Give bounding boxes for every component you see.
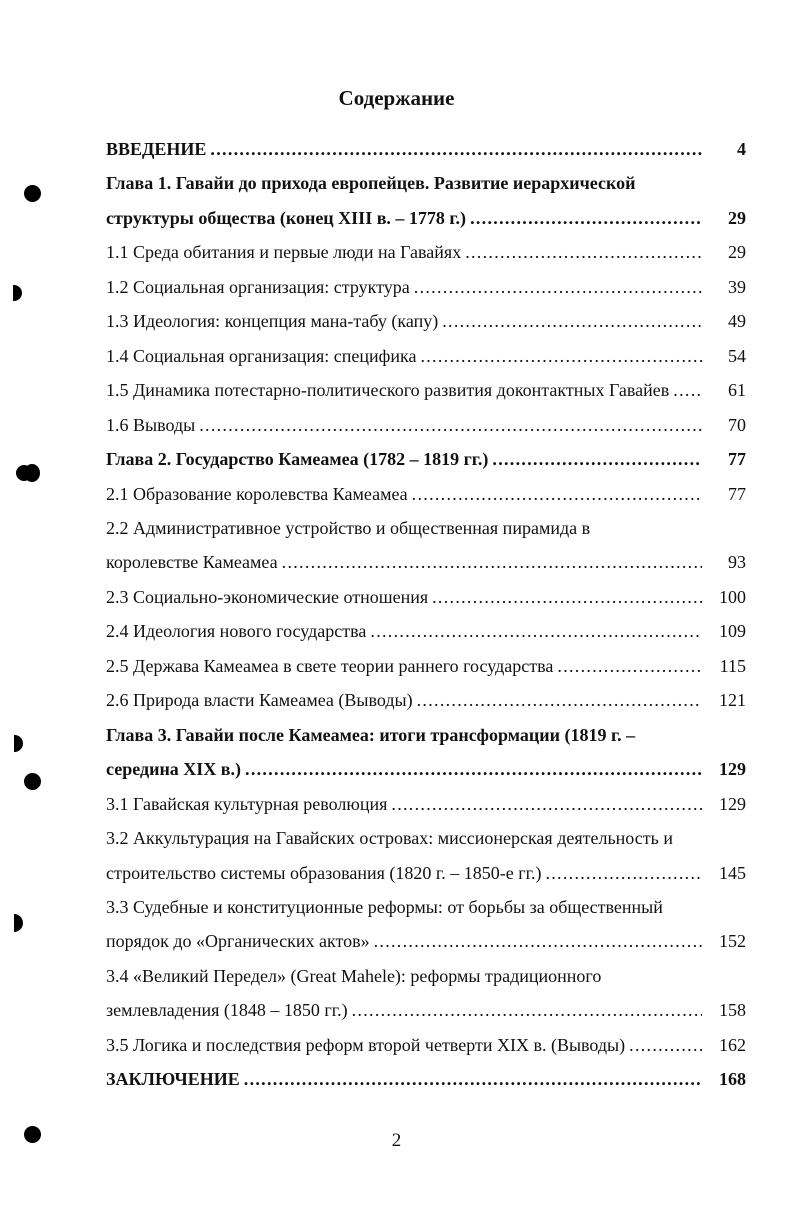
toc-entry xyxy=(106,343,746,369)
toc-entry-title: 2.5 Держава Камеамеа в свете теории раннего государства xyxy=(106,655,554,676)
toc-leader-dots xyxy=(412,481,702,507)
toc-entry-page: 121 xyxy=(719,690,746,711)
toc-leader-dots xyxy=(420,343,702,369)
toc-leader-dots xyxy=(432,584,702,610)
toc-entry-page: 54 xyxy=(728,345,746,366)
page-number: 2 xyxy=(391,1130,402,1151)
toc-entry-page: 158 xyxy=(719,1000,746,1021)
toc-entry-page: 93 xyxy=(728,552,746,573)
toc-entry xyxy=(106,515,746,541)
toc-entry-title: 1.1 Среда обитания и первые люди на Гавайях xyxy=(106,242,462,263)
toc-entry xyxy=(106,756,746,782)
toc-entry xyxy=(106,722,746,748)
toc-entry-title: землевладения (1848 – 1850 гг.) xyxy=(106,1000,348,1021)
toc-entry xyxy=(106,618,746,644)
toc-entry xyxy=(106,1032,746,1058)
page-title: Содержание xyxy=(338,86,455,110)
toc-leader-dots xyxy=(470,205,702,231)
toc-entry-title: 1.5 Динамика потестарно-политического развития доконтактных Гавайев xyxy=(106,380,670,401)
toc-entry-title: Глава 3. Гавайи после Камеамеа: итоги трансформации (1819 г. – xyxy=(106,724,636,745)
toc-entry-title: ЗАКЛЮЧЕНИЕ xyxy=(106,1069,240,1090)
toc-entry xyxy=(106,308,746,334)
punch-hole-mark xyxy=(24,773,41,790)
toc-leader-dots xyxy=(244,1066,702,1092)
toc-entry xyxy=(106,687,746,713)
toc-entry-title: ВВЕДЕНИЕ xyxy=(106,139,207,159)
toc-entry-page: 162 xyxy=(719,1034,746,1055)
toc-entry xyxy=(106,549,746,575)
toc-leader-dots xyxy=(370,618,702,644)
toc-entry-page: 152 xyxy=(719,931,746,952)
toc-entry-page: 129 xyxy=(719,759,746,780)
toc-entry-page: 145 xyxy=(719,862,746,883)
toc-entry-title: 3.4 «Великий Передел» (Great Mahele): реформы традиционного xyxy=(106,965,602,986)
toc-leader-dots xyxy=(391,791,702,817)
toc-entry-page: 77 xyxy=(728,449,746,470)
toc-entry xyxy=(106,205,746,231)
toc-entry-title: структуры общества (конец XIII в. – 1778 г.) xyxy=(106,207,467,228)
toc-entry-title: 2.1 Образование королевства Камеамеа xyxy=(106,483,408,504)
toc-leader-dots xyxy=(414,274,702,300)
toc-leader-dots xyxy=(545,860,702,886)
toc-leader-dots xyxy=(282,549,702,575)
toc-entry-title: 3.5 Логика и последствия реформ второй четверти XIX в. (Выводы) xyxy=(106,1034,626,1055)
toc-entry xyxy=(106,170,746,196)
toc-entry xyxy=(106,1066,746,1092)
toc-entry xyxy=(106,446,746,472)
toc-entry-page: 29 xyxy=(728,242,746,263)
toc-entry-page: 61 xyxy=(728,380,746,401)
punch-hole-mark xyxy=(24,185,41,202)
toc-leader-dots xyxy=(210,136,702,162)
toc-leader-dots xyxy=(374,928,702,954)
toc-entry-title: середина XIX в.) xyxy=(106,759,242,780)
toc-leader-dots xyxy=(245,756,702,782)
toc-entry xyxy=(106,963,746,989)
toc-entry-page: 49 xyxy=(728,311,746,332)
toc-entry xyxy=(106,791,746,817)
toc-entry-title: 2.4 Идеология нового государства xyxy=(106,621,367,642)
toc-entry-page: 129 xyxy=(719,793,746,814)
toc-entry xyxy=(106,274,746,300)
toc-entry-title: 2.2 Административное устройство и общественная пирамида в xyxy=(106,518,591,538)
punch-hole-mark xyxy=(24,464,40,482)
toc-entry xyxy=(106,928,746,954)
toc-entry-title: 3.1 Гавайская культурная революция xyxy=(106,793,388,814)
toc-leader-dots xyxy=(199,412,702,438)
toc-entry xyxy=(106,412,746,438)
toc-entry-title: 1.2 Социальная организация: структура xyxy=(106,276,410,297)
toc-leader-dots xyxy=(492,446,702,472)
toc-entry-title: 1.4 Социальная организация: специфика xyxy=(106,345,417,366)
toc-entry-title: 1.3 Идеология: концепция мана-табу (капу) xyxy=(106,311,439,332)
toc-entry-title: королевстве Камеамеа xyxy=(106,552,278,573)
toc-entry xyxy=(106,584,746,610)
toc-entry xyxy=(106,860,746,886)
toc-entry-title: 1.6 Выводы xyxy=(106,414,196,435)
toc-entry-page: 168 xyxy=(719,1069,746,1090)
toc-entry-page: 115 xyxy=(719,655,746,676)
toc-entry xyxy=(106,825,746,851)
toc-leader-dots xyxy=(557,653,702,679)
toc-entry xyxy=(106,653,746,679)
toc-entry xyxy=(106,997,746,1023)
toc-entry-title: Глава 1. Гавайи до прихода европейцев. Развитие иерархической xyxy=(106,173,636,194)
toc-entry-page: 4 xyxy=(737,139,746,159)
toc-leader-dots xyxy=(465,239,702,265)
toc-entry-title: 2.3 Социально-экономические отношения xyxy=(106,586,429,607)
toc-entry-page: 100 xyxy=(719,586,746,607)
toc-entry-page: 109 xyxy=(719,621,746,642)
toc-leader-dots xyxy=(442,308,702,334)
toc-entry-page: 70 xyxy=(728,414,746,435)
toc-leader-dots xyxy=(673,377,702,403)
toc-entry-page: 39 xyxy=(728,276,746,297)
toc-entry xyxy=(106,136,746,162)
toc-leader-dots xyxy=(417,687,702,713)
toc-leader-dots xyxy=(352,997,702,1023)
toc-entry-title: 3.3 Судебные и конституционные реформы: от борьбы за общественный xyxy=(106,896,663,917)
toc-entry xyxy=(106,481,746,507)
toc-entry-page: 29 xyxy=(728,207,746,228)
toc-entry-page: 77 xyxy=(728,483,746,504)
toc-entry-title: 3.2 Аккультурация на Гавайских островах: миссионерская деятельность и xyxy=(106,828,673,848)
toc-entry-title: порядок до «Органических актов» xyxy=(106,931,370,952)
toc-entry xyxy=(106,894,746,920)
toc-entry-title: строительство системы образования (1820 г. – 1850-е гг.) xyxy=(106,862,542,883)
toc-entry-title: Глава 2. Государство Камеамеа (1782 – 1819 гг.) xyxy=(106,449,489,470)
toc-entry xyxy=(106,377,746,403)
toc-entry-title: 2.6 Природа власти Камеамеа (Выводы) xyxy=(106,690,413,711)
toc-entry xyxy=(106,239,746,265)
toc-leader-dots xyxy=(629,1032,702,1058)
